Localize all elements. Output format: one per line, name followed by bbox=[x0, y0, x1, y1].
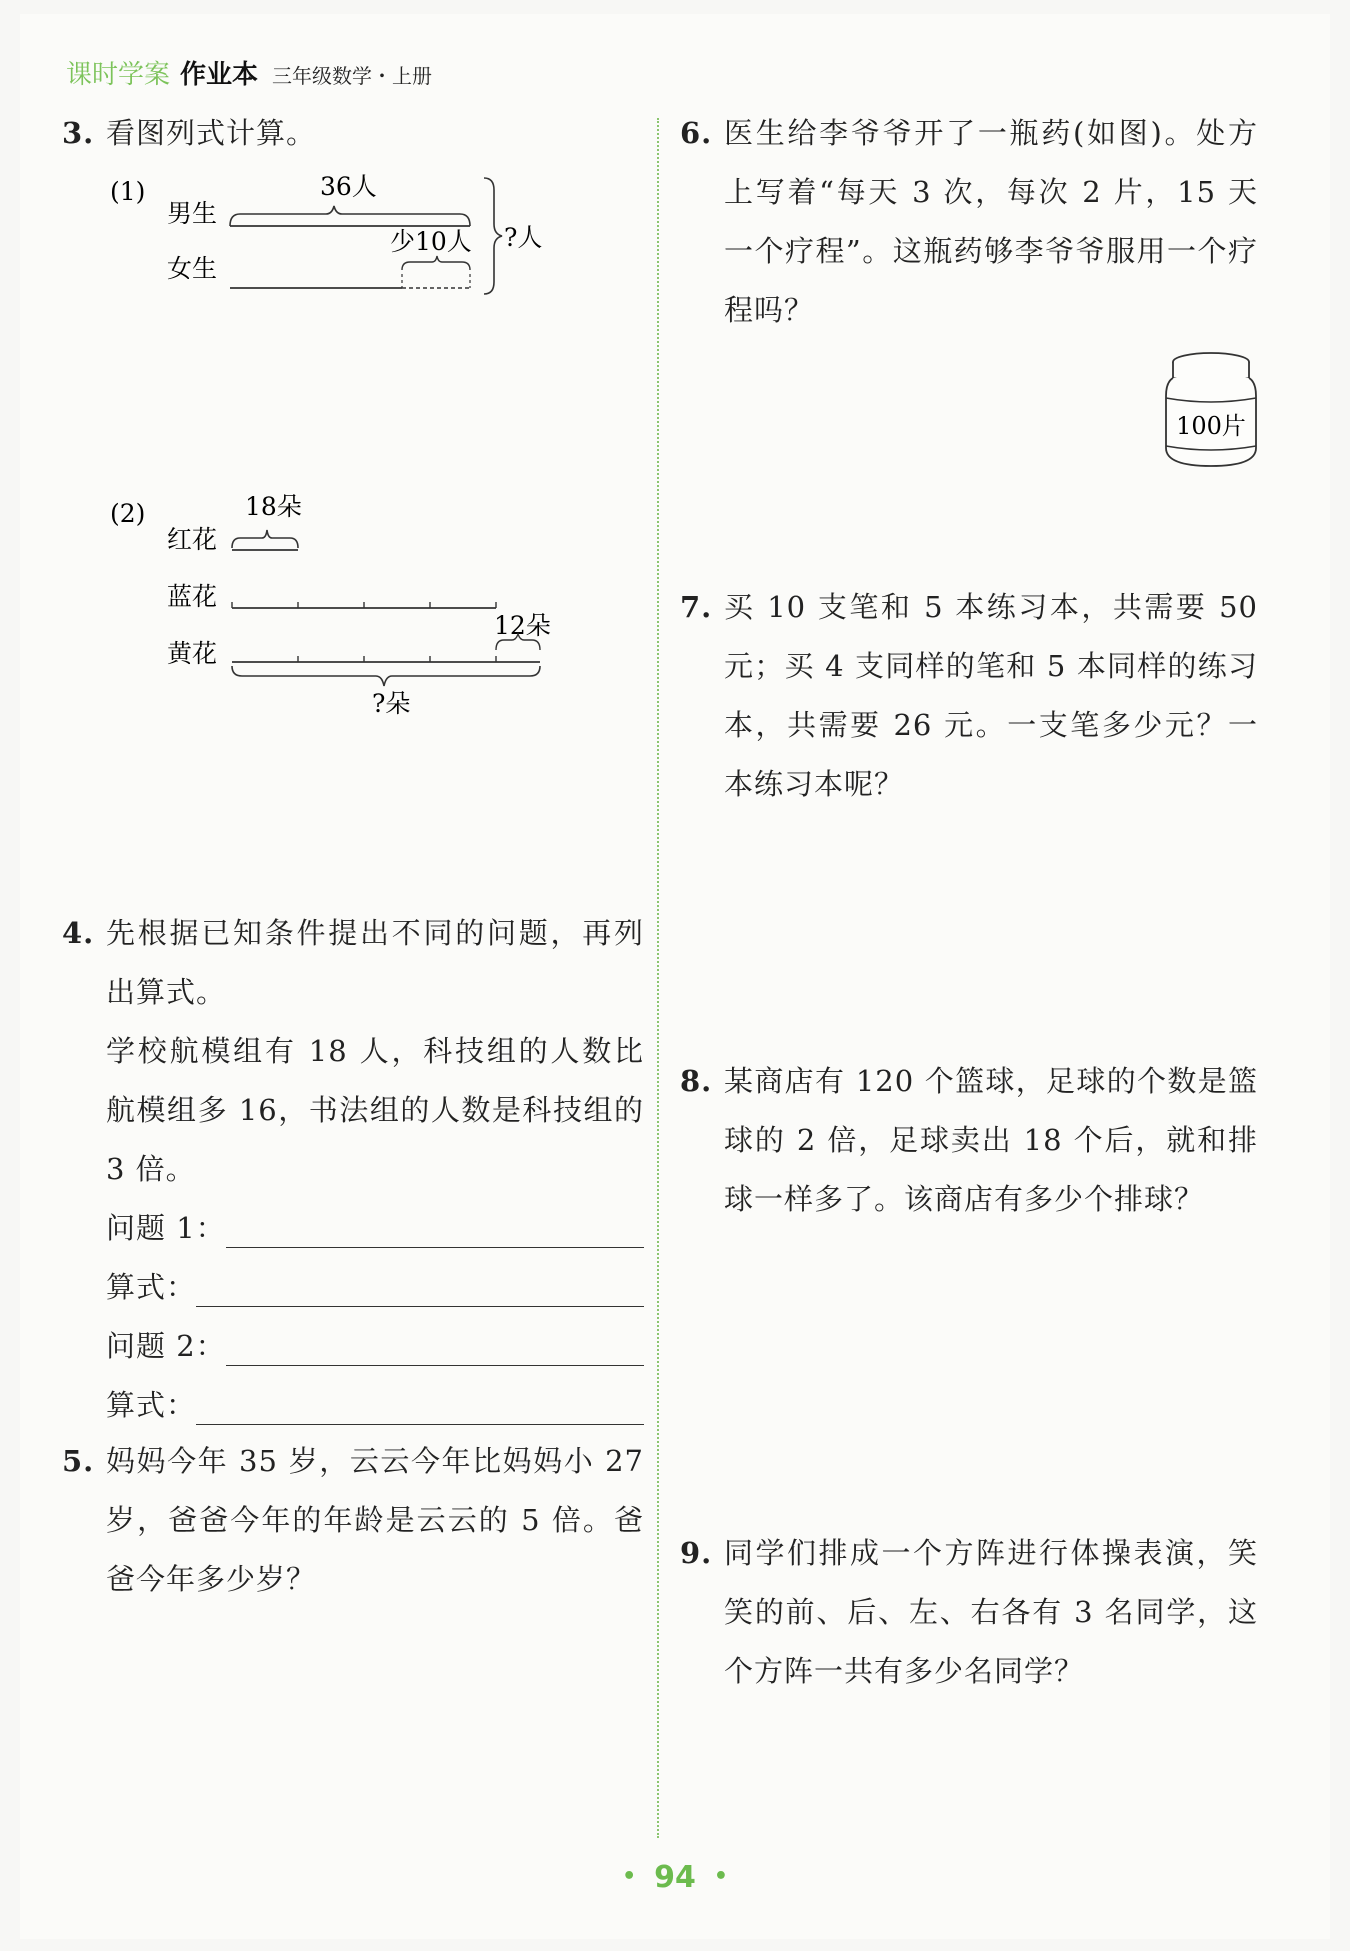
question-2-answer-line[interactable] bbox=[226, 1325, 644, 1366]
question-2-row bbox=[106, 1317, 644, 1376]
question-number: 7. bbox=[680, 590, 713, 624]
question-8 bbox=[680, 1052, 1258, 1229]
formula-1-label: 算式： bbox=[106, 1270, 197, 1304]
boys-brace bbox=[230, 206, 470, 226]
formula-2-answer-line[interactable] bbox=[196, 1384, 644, 1425]
page-header bbox=[66, 54, 432, 91]
question-text: 先根据已知条件提出不同的问题，再列出算式。 bbox=[106, 916, 644, 1009]
question-6 bbox=[680, 104, 1258, 340]
question-3 bbox=[62, 104, 644, 163]
medicine-bottle bbox=[1162, 350, 1260, 472]
question-number: 4. bbox=[62, 916, 95, 950]
yellow-label: 黄花 bbox=[167, 639, 218, 668]
formula-2-label: 算式： bbox=[106, 1388, 197, 1422]
diagram-boys-girls bbox=[100, 170, 570, 310]
column-divider bbox=[657, 118, 659, 1838]
red-brace bbox=[232, 530, 298, 548]
question-1-label: 问题 1： bbox=[106, 1211, 226, 1245]
girls-label: 女生 bbox=[167, 254, 218, 283]
part-label: (1) bbox=[110, 177, 146, 206]
question-text: 医生给李爷爷开了一瓶药(如图)。处方上写着“每天 3 次，每次 2 片，15 天一个疗程”。这瓶药够李爷爷服用一个疗程吗？ bbox=[724, 116, 1258, 327]
page-number: • 94 • bbox=[622, 1860, 728, 1895]
question-number: 8. bbox=[680, 1064, 713, 1098]
brand-title: 课时学案 bbox=[66, 60, 171, 90]
question-1-row bbox=[106, 1199, 644, 1258]
boys-count-label: 36人 bbox=[320, 172, 377, 201]
total-brace bbox=[484, 178, 502, 294]
question-text: 同学们排成一个方阵进行体操表演，笑笑的前、后、左、右各有 3 名同学，这个方阵一共有多少名同学？ bbox=[724, 1536, 1258, 1688]
diagram-flowers bbox=[100, 490, 570, 720]
question-4 bbox=[62, 904, 644, 1435]
question-text: 看图列式计算。 bbox=[106, 116, 317, 150]
formula-2-row bbox=[106, 1376, 644, 1435]
question-2-label: 问题 2： bbox=[106, 1329, 226, 1363]
part-label: (2) bbox=[110, 499, 146, 528]
less-brace bbox=[402, 256, 470, 270]
question-number: 6. bbox=[680, 116, 713, 150]
page-number-value: 94 bbox=[654, 1860, 696, 1895]
formula-1-answer-line[interactable] bbox=[196, 1266, 644, 1307]
question-text: 妈妈今年 35 岁，云云今年比妈妈小 27 岁，爸爸今年的年龄是云云的 5 倍。爸爸今年多少岁？ bbox=[106, 1444, 644, 1596]
question-number: 3. bbox=[62, 116, 95, 150]
question-7 bbox=[680, 578, 1258, 814]
question-text: 某商店有 120 个篮球，足球的个数是篮球的 2 倍，足球卖出 18 个后，就和排球一样多了。该商店有多少个排球？ bbox=[724, 1064, 1258, 1216]
extra-label: 12朵 bbox=[494, 611, 551, 640]
red-label: 红花 bbox=[167, 525, 218, 554]
formula-1-row bbox=[106, 1258, 644, 1317]
less-label: 少10人 bbox=[390, 227, 472, 256]
yellow-total-label: ?朵 bbox=[372, 689, 411, 718]
yellow-total-brace bbox=[232, 666, 540, 686]
question-text: 买 10 支笔和 5 本练习本，共需要 50 元；买 4 支同样的笔和 5 本同样的练习本，共需要 26 元。一支笔多少元？一本练习本呢？ bbox=[724, 590, 1258, 801]
bottle-label: 100片 bbox=[1176, 412, 1246, 440]
blue-label: 蓝花 bbox=[167, 582, 218, 611]
question-1-answer-line[interactable] bbox=[226, 1207, 644, 1248]
question-number: 9. bbox=[680, 1536, 713, 1570]
question-number: 5. bbox=[62, 1444, 95, 1478]
red-count-label: 18朵 bbox=[245, 492, 302, 521]
total-label: ?人 bbox=[504, 223, 543, 252]
book-subtitle: 三年级数学・上册 bbox=[272, 64, 433, 88]
book-title: 作业本 bbox=[180, 60, 259, 90]
question-condition: 学校航模组有 18 人，科技组的人数比航模组多 16，书法组的人数是科技组的 3 倍。 bbox=[106, 1034, 644, 1186]
question-5 bbox=[62, 1432, 644, 1609]
question-9 bbox=[680, 1524, 1258, 1701]
boys-label: 男生 bbox=[167, 199, 218, 228]
